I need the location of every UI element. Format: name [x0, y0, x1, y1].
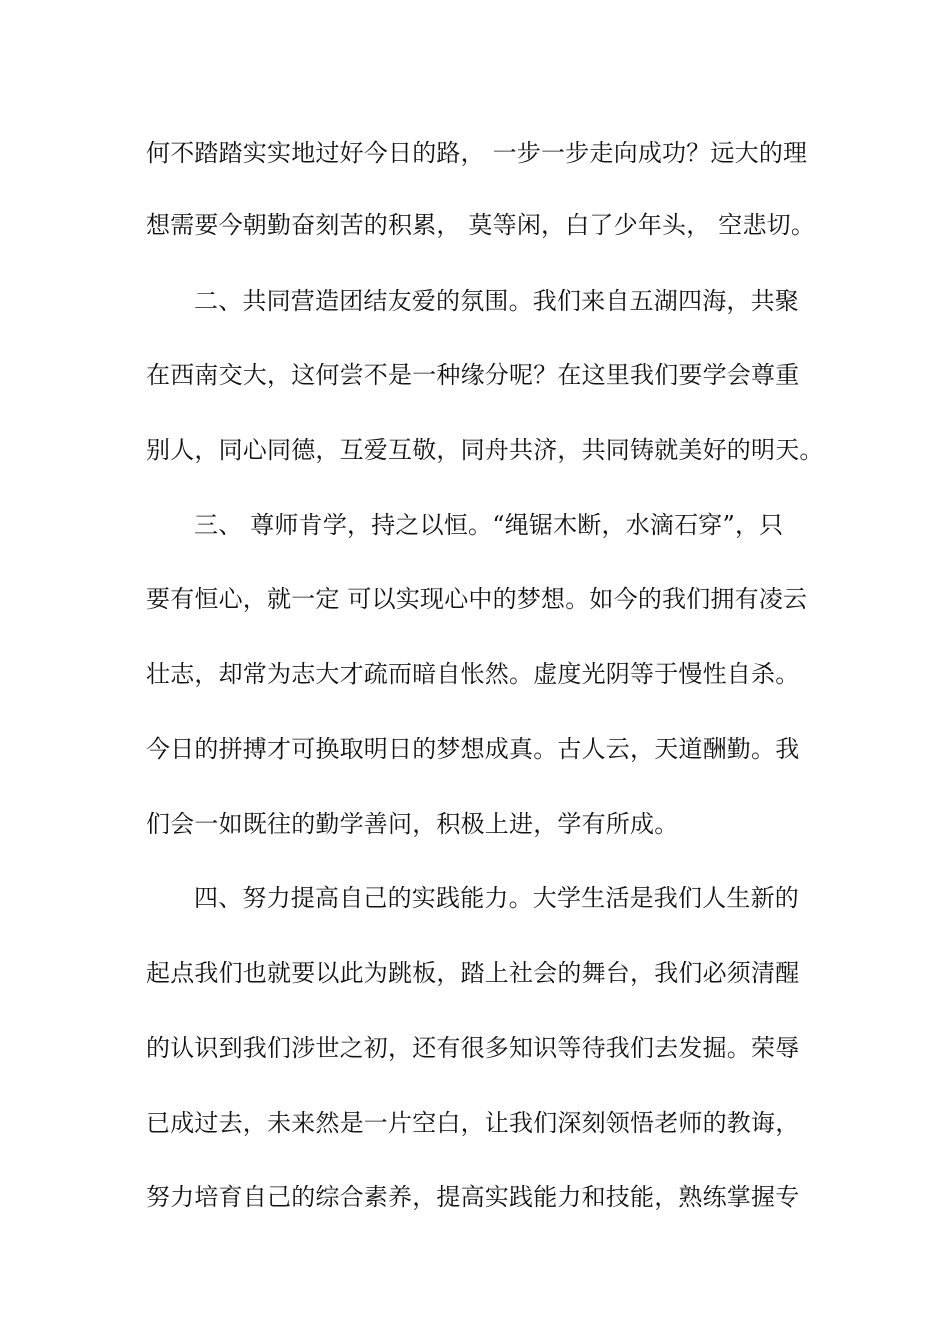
paragraph-start-line: 三、 尊师肯学，持之以恒。“绳锯木断，水滴石穿”，只	[194, 511, 784, 539]
paragraph-start-line: 四、努力提高自己的实践能力。大学生活是我们人生新的	[194, 884, 799, 912]
paragraph-start-line: 二、共同营造团结友爱的氛围。我们来自五湖四海，共聚	[194, 287, 799, 315]
text-line: 的认识到我们涉世之初，还有很多知识等待我们去发掘。荣辱	[146, 1034, 800, 1062]
text-line: 今日的拼搏才可换取明日的梦想成真。古人云，天道酬勤。我	[146, 735, 800, 763]
text-line: 起点我们也就要以此为跳板，踏上社会的舞台，我们必须清醒	[146, 959, 800, 987]
text-line: 已成过去，未来然是一片空白，让我们深刻领悟老师的教诲，	[146, 1109, 800, 1137]
text-line: 何不踏踏实实地过好今日的路， 一步一步走向成功？远大的理	[146, 139, 808, 167]
text-line: 别人，同心同德，互爱互敬，同舟共济，共同铸就美好的明天。	[146, 436, 824, 464]
text-line: 们会一如既往的勤学善问，积极上进，学有所成。	[146, 810, 679, 838]
text-line: 在西南交大，这何尝不是一种缘分呢？在这里我们要学会尊重	[146, 361, 800, 389]
text-line: 努力培育自己的综合素养，提高实践能力和技能，熟练掌握专	[146, 1183, 800, 1211]
text-line: 壮志，却常为志大才疏而暗自怅然。虚度光阴等于慢性自杀。	[146, 660, 800, 688]
text-line: 想需要今朝勤奋刻苦的积累， 莫等闲，白了少年头， 空悲切。	[146, 211, 816, 239]
text-line: 要有恒心，就一定 可以实现心中的梦想。如今的我们拥有凌云	[146, 585, 808, 613]
